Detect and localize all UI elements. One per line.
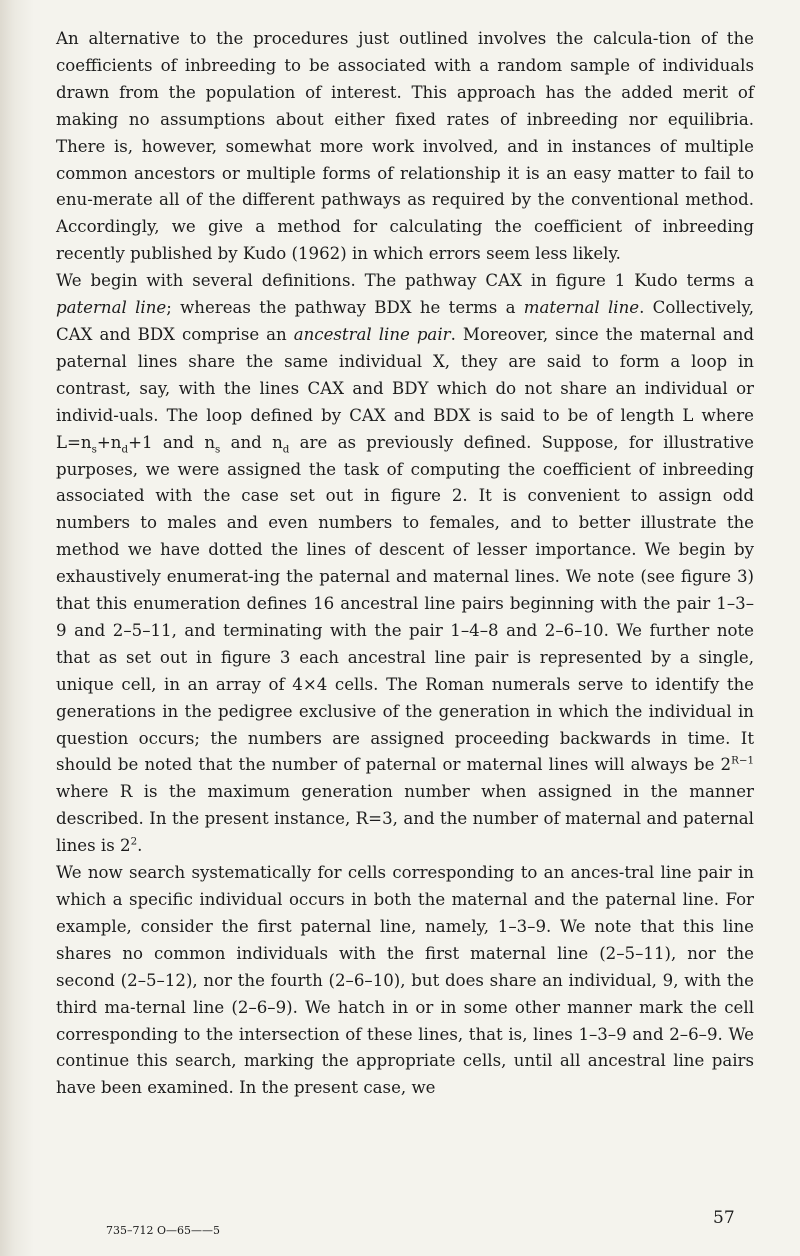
subscript: d: [121, 442, 129, 455]
term-ancestral-line-pair: ancestral line pair: [293, 324, 451, 344]
term-maternal-line: maternal line: [523, 298, 640, 318]
subscript: s: [215, 442, 221, 455]
subscript: d: [282, 442, 290, 455]
superscript: R−1: [731, 754, 754, 767]
page-number: 57: [713, 1208, 735, 1228]
text-run: . Collectively, CAX and BDX comprise an: [56, 298, 754, 344]
text-run: +1 and n: [128, 432, 216, 452]
text-run: We begin with several definitions. The pathway CAX in figure 1 Kudo terms a: [56, 271, 754, 291]
text-run: . Moreover, since the maternal and paternal lines share the same individual X, they are said to form a loop in contrast, say, with the lines CAX and BDY which do not share an individual or individ-uals. The loop defined by CAX and BDX is said to be of length L where L=n: [56, 324, 755, 452]
text-run: .: [137, 836, 143, 856]
text-run: where R is the maximum generation number when assigned in the manner described. In the present instance, R=3, and the number of maternal and paternal lines is 2: [56, 782, 754, 856]
print-code: 735–712 O—65——5: [106, 1224, 221, 1237]
text-run: are as previously defined. Suppose, for illustrative purposes, we were assigned the task of computing the coefficient of inbreeding associated with the case set out in figure 2. It is convenient to assign odd numbers to males and even numbers to females, and to better illustrate the method we have dotted the lines of descent of lesser importance. We begin by exhaustively enumerat-ing the paternal and maternal lines. We note (see figure 3) that this enumeration defines 16 ancestral line pairs beginning with the pair 1–3–9 and 2–5–11, and terminating with the pair 1–4–8 and 2–6–10. We further note that as set out in figure 3 each ancestral line pair is represented by a single, unique cell, in an array of 4×4 cells. The Roman numerals serve to identify the generations in the pedigree exclusive of the generation in which the individual in question occurs; the numbers are assigned proceeding backwards in time. It should be noted that the number of paternal or maternal lines will always be 2: [56, 432, 754, 775]
subscript: s: [91, 442, 97, 455]
body-text: [56, 26, 754, 1102]
text-run: ; whereas the pathway BDX he terms a: [166, 298, 524, 318]
text-run: and n: [220, 432, 283, 452]
paragraph-2: [56, 268, 754, 860]
text-run: +n: [96, 432, 122, 452]
paragraph-1: An alternative to the procedures just outlined involves the calcula-tion of the coefficients of inbreeding to be associated with a random sample of individuals drawn from the population of interest. This approach has the added merit of making no assumptions about either fixed rates of inbreeding nor equilibria. There is, however, somewhat more work involved, and in instances of multiple common ancestors or multiple forms of relationship it is an easy matter to fail to enu-merate all of the different pathways as required by the conventional method. Accordingly, we give a method for calculating the coefficient of inbreeding recently published by Kudo (1962) in which errors seem less likely.: [56, 29, 754, 264]
term-paternal-line: paternal line: [56, 298, 167, 318]
superscript: 2: [130, 835, 138, 848]
paragraph-3: We now search systematically for cells corresponding to an ances-tral line pair in which a specific individual occurs in both the maternal and the paternal line. For example, consider the first paternal line, namely, 1–3–9. We note that this line shares no common individuals with the first maternal line (2–5–11), nor the second (2–5–12), nor the fourth (2–6–10), but does share an individual, 9, with the third ma-ternal line (2–6–9). We hatch in or in some other manner mark the cell corresponding to the intersection of these lines, that is, lines 1–3–9 and 2–6–9. We continue this search, marking the appropriate cells, until all ancestral line pairs have been examined. In the present case, we: [56, 863, 754, 1098]
